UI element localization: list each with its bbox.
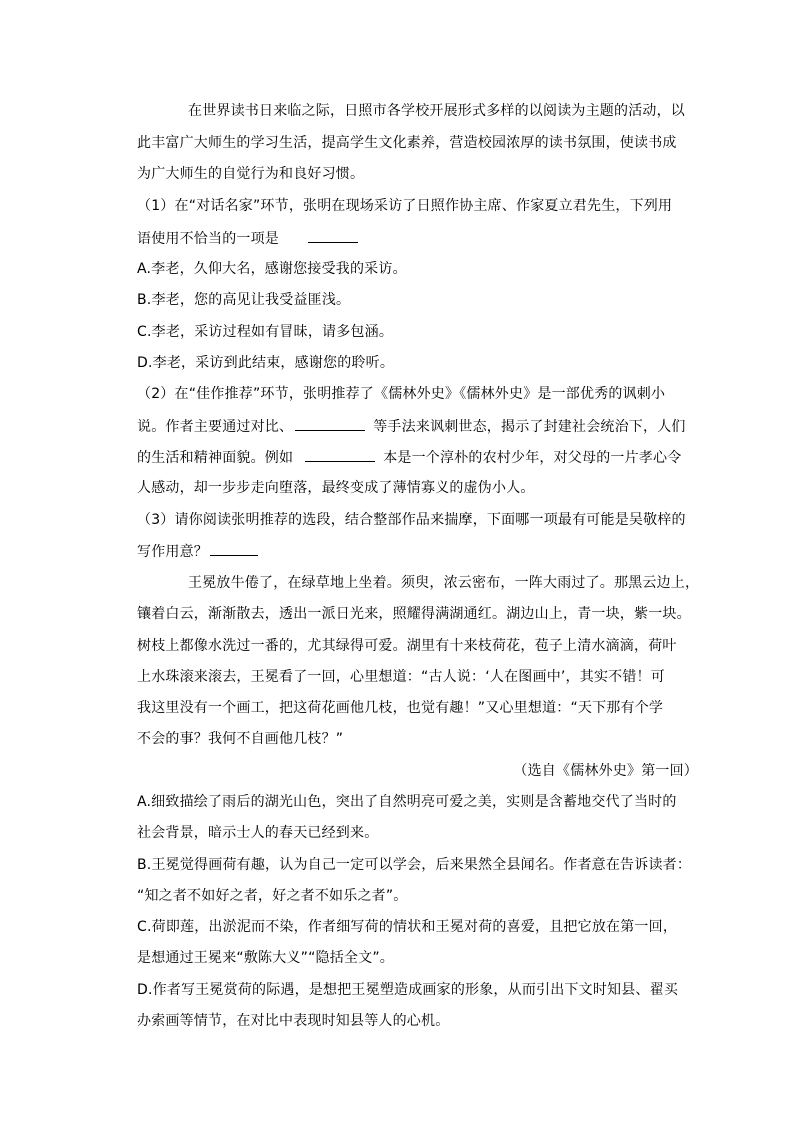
passage-line: 树枝上都像水洗过一番的，尤其绿得可爱。湖里有十来枝荷花，苞子上清水滴滴，荷叶 <box>137 638 677 654</box>
q2-line: 人感动，却一步步走向堕落，最终变成了薄情寡义的虚伪小人。 <box>137 480 535 496</box>
passage-line: 王冕放牛倦了，在绿草地上坐着。须臾，浓云密布，一阵大雨过了。那黑云边上， <box>188 575 700 591</box>
q1-stem: （1）在“对话名家”环节，张明在现场采访了日照作协主席、作家夏立君先生，下列用 <box>137 198 673 214</box>
q1-option-a: A.李老，久仰大名，感谢您接受我的采访。 <box>137 261 407 277</box>
intro-line: 为广大师生的自觉行为和良好习惯。 <box>137 166 365 182</box>
answer-blank[interactable] <box>295 416 365 431</box>
q1-option-b: B.李老，您的高见让我受益匪浅。 <box>137 292 351 308</box>
q2-text: 等手法来讽刺世态，揭示了封建社会统治下，人们 <box>373 419 686 435</box>
q1-option-d: D.李老，采访到此结束，感谢您的聆听。 <box>137 355 395 371</box>
passage-line: 不会的事？我何不自画他几枝？” <box>137 731 344 747</box>
q2-text: 本是一个淳朴的农村少年，对父母的一片孝心令 <box>383 450 682 466</box>
q3-option-d-cont: 办索画等情节，在对比中表现时知县等人的心机。 <box>137 1013 450 1029</box>
q3-option-d: D.作者写王冕赏荷的际遇，是想把王冕塑造成画家的形象，从而引出下文时知县、翟买 <box>137 982 679 998</box>
q1-stem-text: 语使用不恰当的一项是 <box>137 231 279 247</box>
answer-blank[interactable] <box>210 541 258 556</box>
q1-option-c: C.李老，采访过程如有冒昧，请多包涵。 <box>137 324 394 340</box>
passage-line: 镶着白云，渐渐散去，透出一派日光来，照耀得满湖通红。湖边山上，青一块，紫一块。 <box>137 606 691 622</box>
q3-stem-text: 写作用意？ <box>137 544 208 560</box>
q2-line <box>137 447 682 468</box>
q2-text: 说。作者主要通过对比、 <box>137 419 294 435</box>
intro-line: 在世界读书日来临之际，日照市各学校开展形式多样的以阅读为主题的活动，以 <box>188 103 685 119</box>
q2-line <box>137 416 686 437</box>
passage-line: 我这里没有一个画工，把这荷花画他几枝，也觉有趣！”又心里想道：“天下那有个学 <box>137 700 664 716</box>
q3-stem: （3）请你阅读张明推荐的选段，结合整部作品来揣摩，下面哪一项最有可能是吴敬梓的 <box>137 512 686 528</box>
q3-option-a-cont: 社会背景，暗示士人的春天已经到来。 <box>137 825 379 841</box>
q3-option-c-cont: 是想通过王冕来“敷陈大义”“隐括全文”。 <box>137 950 395 966</box>
q3-option-b: B.王冕觉得画荷有趣，认为自己一定可以学会，后来果然全县闻名。作者意在告诉读者： <box>137 857 692 873</box>
q2-stem: （2）在“佳作推荐”环节，张明推荐了《儒林外史》《儒林外史》是一部优秀的讽刺小 <box>137 386 666 402</box>
q2-text: 的生活和精神面貌。例如 <box>137 450 294 466</box>
q3-option-b-cont: “知之者不如好之者，好之者不如乐之者”。 <box>137 888 408 904</box>
q3-stem-continued <box>137 541 677 562</box>
q3-option-a: A.细致描绘了雨后的湖光山色，突出了自然明亮可爱之美，实则是含蓄地交代了当时的 <box>137 794 677 810</box>
answer-blank[interactable] <box>305 447 375 462</box>
q1-stem-continued <box>137 228 677 249</box>
answer-blank[interactable] <box>308 228 358 243</box>
passage-source: （选自《儒林外史》第一回） <box>513 763 698 779</box>
q3-option-c: C.荷即莲，出淤泥而不染，作者细写荷的情状和王冕对荷的喜爱，且把它放在第一回， <box>137 919 678 935</box>
intro-line: 此丰富广大师生的学习生活，提高学生文化素养，营造校园浓厚的读书氛围，使读书成 <box>137 135 677 151</box>
passage-line: 上水珠滚来滚去，王冕看了一回，心里想道：“古人说：‘人在图画中’，其实不错！可 <box>137 669 665 685</box>
